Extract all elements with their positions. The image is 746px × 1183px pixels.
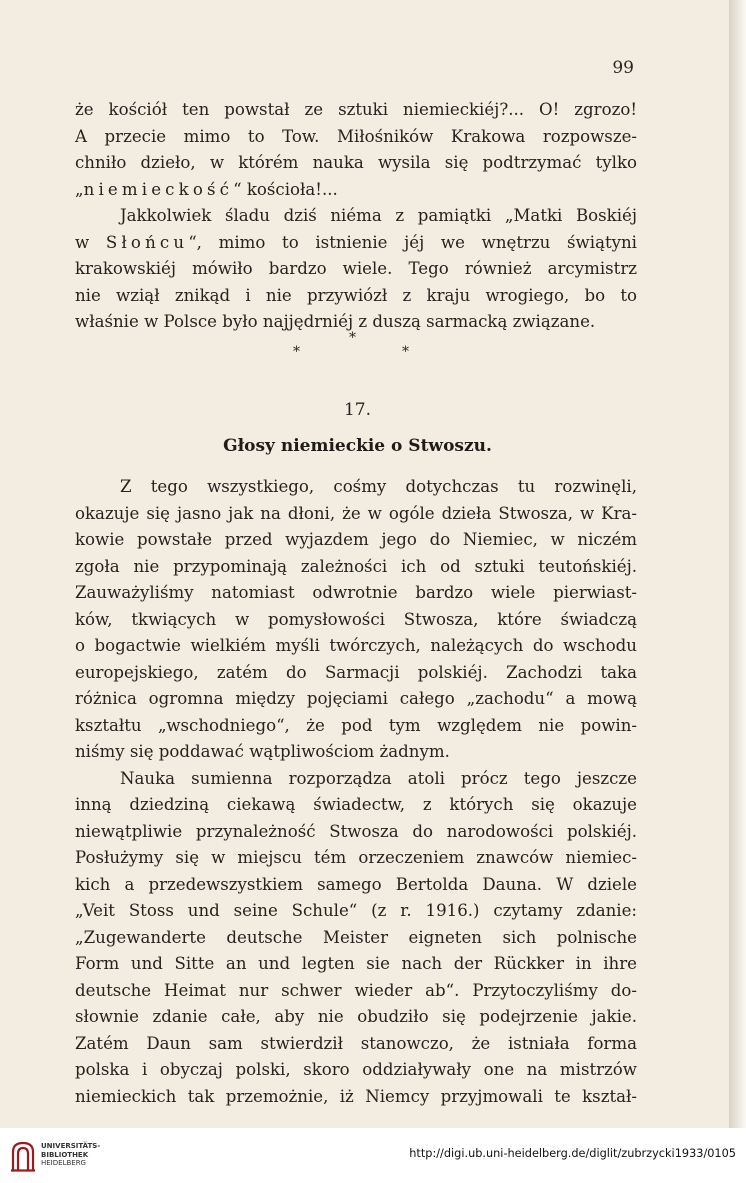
paragraph-3-line: zgoła nie przypominają zależności ich od sztuki teutońskiéj. — [75, 556, 637, 576]
spaced-word: niemieckość — [83, 179, 234, 199]
paragraph-2-line: nie wziął znikąd i nie przywiózł z kraju wrogiego, bo to — [75, 285, 637, 305]
paragraph-1-line: że kościół ten powstał ze sztuki niemieckiéj?... O! zgrozo! — [75, 100, 637, 119]
paragraph-2-line: krakowskiéj mówiło bardzo wiele. Tego również arcymistrz — [75, 259, 637, 278]
paragraph-4-line: słownie zdanie całe, aby nie obudziło się podejrzenie jakie. — [75, 1007, 637, 1026]
paragraph-4-line: Posłużymy się w miejscu tém orzeczeniem znawców niemiec- — [75, 848, 637, 867]
spaced-word: Słońcu — [105, 232, 189, 252]
open-quote: „ — [75, 179, 84, 199]
paragraph-4-line: niemieckich tak przemożnie, iż Niemcy przyjmowali te kształ- — [75, 1086, 637, 1106]
paragraph-3-line: europejskiego, zatém do Sarmacji polskiéj. Zachodzi taka — [75, 662, 637, 682]
paragraph-3-line: kształtu „wschodniego“, że pod tym względem nie powin- — [75, 715, 637, 735]
paragraph-3-line: Z tego wszystkiego, cośmy dotychczas tu rozwinęli, — [120, 477, 637, 496]
paragraph-4-line: inną dziedziną ciekawą świadectw, z których się okazuje — [75, 795, 637, 814]
paragraph-4-line: Zatém Daun sam stwierdził stanowczo, że istniała forma — [75, 1033, 637, 1053]
paragraph-4-line: Form und Sitte an und legten sie nach der Rückker in ihre — [75, 954, 637, 973]
paragraph-2-line: właśnie w Polsce było najjędrniéj z duszą sarmacką związane. — [75, 312, 596, 331]
paragraph-2-line2-suffix: “, mimo to istnienie jéj we wnętrzu świątyni — [188, 232, 637, 252]
paragraph-1-line: A przecie mimo to Tow. Miłośników Krakowa rozpowsze- — [75, 126, 637, 146]
asterisk-top: * — [349, 330, 356, 346]
paragraph-4-line: „Zugewanderte deutsche Meister eigneten sich polnische — [75, 927, 637, 947]
chapter-number: 17. — [343, 400, 372, 420]
paragraph-3-line: ków, tkwiących w pomysłowości Stwosza, które świadczą — [75, 609, 637, 629]
asterisk-left: * — [293, 344, 300, 360]
paragraph-4-line: niewątpliwie przynależność Stwosza do narodowości polskiéj. — [75, 821, 637, 841]
paragraph-2-line — [75, 230, 637, 257]
paragraph-3-line: o bogactwie wielkiém myśli twórczych, należących do wschodu — [75, 636, 637, 655]
paragraph-1-last-line-suffix: “ kościoła!... — [233, 179, 338, 199]
paragraph-4-line: polska i obyczaj polski, skoro oddziaływały one na mistrzów — [75, 1060, 637, 1079]
library-name-line3: HEIDELBERG — [41, 1159, 86, 1167]
paragraph-4-line: deutsche Heimat nur schwer wieder ab“. Przytoczyliśmy do- — [75, 980, 637, 1000]
paragraph-2-line: Jakkolwiek śladu dziś niéma z pamiątki „Matki Boskiéj — [120, 206, 637, 225]
paragraph-2-line2-prefix: w — [75, 232, 106, 252]
paragraph-3-line: niśmy się poddawać wątpliwościom żadnym. — [75, 742, 450, 761]
heidelberg-library-logo-icon — [10, 1140, 36, 1172]
library-name-line2: BIBLIOTHEK — [41, 1150, 89, 1159]
chapter-title: Głosy niemieckie o Stwoszu. — [223, 436, 492, 456]
page-edge-shadow — [729, 0, 746, 1128]
library-name — [41, 1142, 100, 1168]
paragraph-3-line: Zauważyliśmy natomiast odwrotnie bardzo wiele pierwiast- — [75, 583, 637, 602]
paragraph-1-last-line — [75, 177, 637, 204]
asterisk-right: * — [402, 344, 409, 360]
bottom-text-block — [75, 474, 637, 1110]
paragraph-4-line: „Veit Stoss und seine Schule“ (z r. 1916.) czytamy zdanie: — [75, 901, 637, 920]
paragraph-3-line: okazuje się jasno jak na dłoni, że w ogóle dzieła Stwosza, w Kra- — [75, 503, 637, 523]
top-text-block — [75, 97, 637, 336]
footer-bar — [0, 1128, 746, 1183]
paragraph-1-line: chniło dzieło, w którém nauka wysila się podtrzymać tylko — [75, 153, 637, 172]
paragraph-4-line: Nauka sumienna rozporządza atoli prócz tego jeszcze — [120, 768, 637, 788]
source-url-link[interactable]: http://digi.ub.uni-heidelberg.de/diglit/zubrzycki1933/0105 — [409, 1147, 736, 1160]
library-name-line1: UNIVERSITÄTS- — [41, 1142, 101, 1150]
paragraph-3-line: kowie powstałe przed wyjazdem jego do Niemiec, w niczém — [75, 530, 637, 549]
page-number: 99 — [612, 58, 634, 78]
paragraph-4-line: kich a przedewszystkiem samego Bertolda Dauna. W dziele — [75, 874, 637, 894]
paragraph-3-line: różnica ogromna między pojęciami całego „zachodu“ a mową — [75, 689, 637, 708]
asterism-divider — [0, 330, 729, 370]
